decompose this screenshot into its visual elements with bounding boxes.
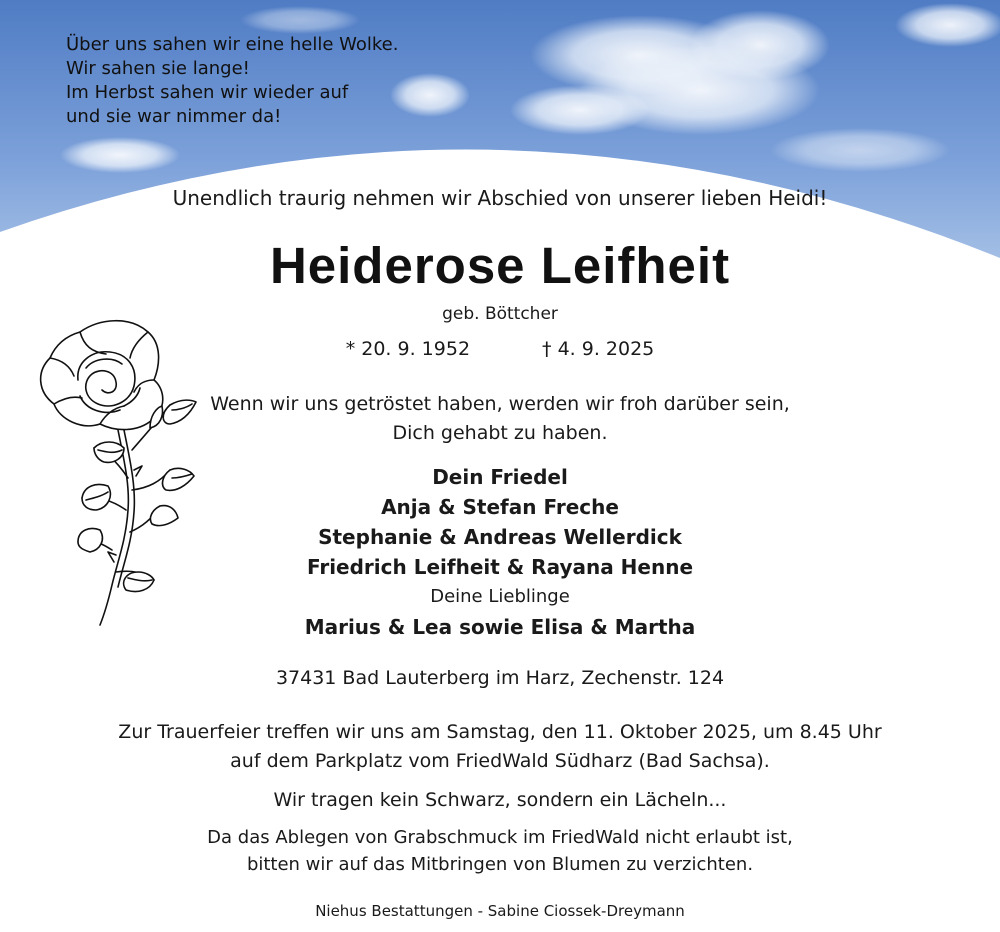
family-member: Stephanie & Andreas Wellerdick [318, 525, 682, 549]
rose-drawing-icon [20, 310, 210, 630]
family-member: Marius & Lea sowie Elisa & Martha [304, 615, 696, 639]
address: 37431 Bad Lauterberg im Harz, Zechenstr. 124 [275, 667, 725, 689]
deceased-name: Heiderose Leifheit [269, 237, 731, 294]
poem-line: Über uns sahen wir eine helle Wolke. [66, 34, 399, 55]
poem-line: Wir sahen sie lange! [66, 58, 250, 79]
poem-line: und sie war nimmer da! [66, 106, 282, 127]
verse-line: Wenn wir uns getröstet haben, werden wir froh darüber sein, [210, 393, 790, 415]
poem [66, 33, 398, 129]
birth-date: * 20. 9. 1952 [345, 338, 471, 360]
intro-text: Unendlich traurig nehmen wir Abschied von unserer lieben Heidi! [172, 186, 828, 210]
ceremony-line: auf dem Parkplatz vom FriedWald Südharz (Bad Sachsa). [230, 750, 770, 772]
undertaker: Niehus Bestattungen - Sabine Ciossek-Dreymann [315, 902, 685, 920]
note-line: Da das Ablegen von Grabschmuck im FriedWald nicht erlaubt ist, [207, 827, 793, 848]
verse-line: Dich gehabt zu haben. [392, 422, 608, 444]
ceremony-smile: Wir tragen kein Schwarz, sondern ein Lächeln... [273, 789, 727, 811]
poem-line: Im Herbst sahen wir wieder auf [66, 82, 349, 103]
ceremony-info [0, 718, 1000, 776]
family-member: Friedrich Leifheit & Rayana Henne [306, 555, 694, 579]
note-line: bitten wir auf das Mitbringen von Blumen zu verzichten. [246, 854, 754, 875]
family-subheading: Deine Lieblinge [430, 586, 570, 607]
ceremony-note [0, 824, 1000, 878]
family-member: Dein Friedel [432, 465, 568, 489]
death-date: † 4. 9. 2025 [542, 338, 655, 360]
maiden-name: geb. Böttcher [442, 304, 558, 324]
family-member: Anja & Stefan Freche [381, 495, 619, 519]
ceremony-line: Zur Trauerfeier treffen wir uns am Samstag, den 11. Oktober 2025, um 8.45 Uhr [118, 721, 882, 743]
